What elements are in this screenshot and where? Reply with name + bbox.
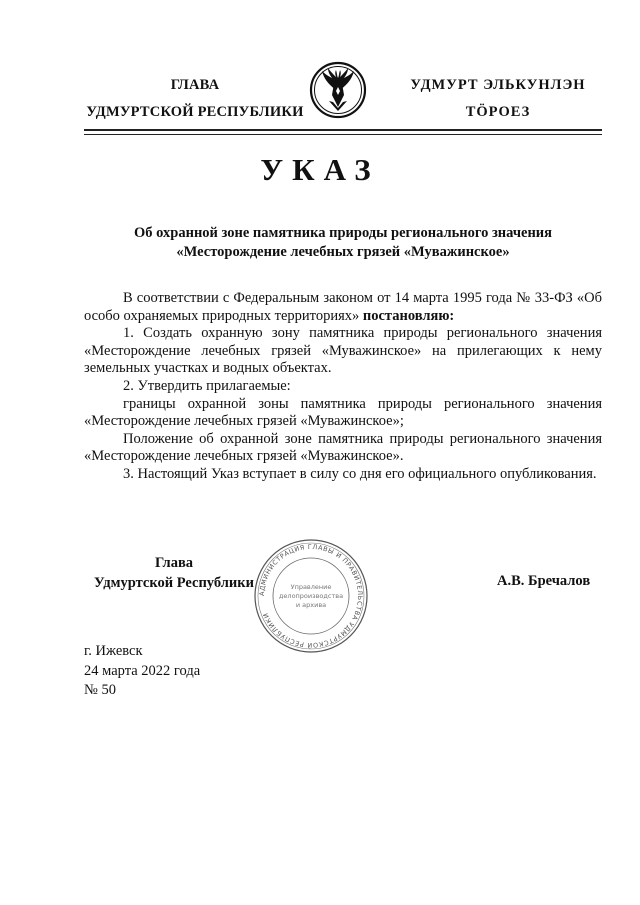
header-left-line2: УДМУРТСКОЙ РЕСПУБЛИКИ xyxy=(86,104,304,120)
footer-place: г. Ижевск xyxy=(84,643,143,659)
subject-line2: «Месторождение лечебных грязей «Муважинское» xyxy=(176,244,510,260)
item-2-a: границы охранной зоны памятника природы регионального значения «Месторождение лечебных грязей «Муважинское»; xyxy=(84,395,602,430)
subject-line1: Об охранной зоне памятника природы регионального значения xyxy=(133,225,552,241)
header-right xyxy=(398,72,598,126)
seal-ring-text: АДМИНИСТРАЦИЯ ГЛАВЫ И ПРАВИТЕЛЬСТВА УДМУРТСКОЙ РЕСПУБЛИКИ xyxy=(257,542,365,650)
seal-center-line2: делопроизводства xyxy=(278,592,344,600)
seal-center-line1: Управление xyxy=(290,583,332,591)
header-left xyxy=(80,72,310,126)
intro-text: В соответствии с Федеральным законом от 14 марта 1995 года № 33-ФЗ «Об особо охраняемых природных территориях» xyxy=(84,290,602,324)
signatory-title-line1: Глава xyxy=(154,555,194,571)
item-3: 3. Настоящий Указ вступает в силу со дня его официального опубликования. xyxy=(123,465,597,482)
footer-date: 24 марта 2022 года xyxy=(84,662,201,679)
document-body xyxy=(84,290,602,484)
header-divider-thin xyxy=(84,134,602,135)
item-2: 2. Утвердить прилагаемые: xyxy=(123,377,291,394)
signatory-name: А.В. Бречалов xyxy=(497,573,591,589)
intro-colon: : xyxy=(449,307,455,324)
intro-bold-word: постановляю xyxy=(362,307,450,324)
header-left-line1: ГЛАВА xyxy=(170,77,220,93)
udmurt-coat-of-arms-icon xyxy=(309,61,367,119)
signatory-title xyxy=(84,553,264,593)
document-subject xyxy=(84,224,602,262)
official-seal-stamp xyxy=(252,537,370,655)
seal-center-line3: и архива xyxy=(295,601,327,609)
footer-number: № 50 xyxy=(84,682,116,698)
header-right-line1: УДМУРТ ЭЛЬКУНЛЭН xyxy=(410,77,586,93)
item-1: 1. Создать охранную зону памятника природы регионального значения «Месторождение лечебных грязей «Муважинское» на прилегающих к нему земельных участках и водных объектах. xyxy=(84,325,602,377)
document-title: УКАЗ xyxy=(260,152,380,187)
document-footer xyxy=(84,642,200,701)
intro-paragraph xyxy=(84,290,602,325)
item-2-b: Положение об охранной зоне памятника природы регионального значения «Месторождение лечебных грязей «Муважинское». xyxy=(84,430,602,465)
signatory-title-line2: Удмуртской Республики xyxy=(94,575,254,591)
header-right-line2: ТӦРОЕЗ xyxy=(465,104,531,120)
header-divider-thick xyxy=(84,129,602,131)
